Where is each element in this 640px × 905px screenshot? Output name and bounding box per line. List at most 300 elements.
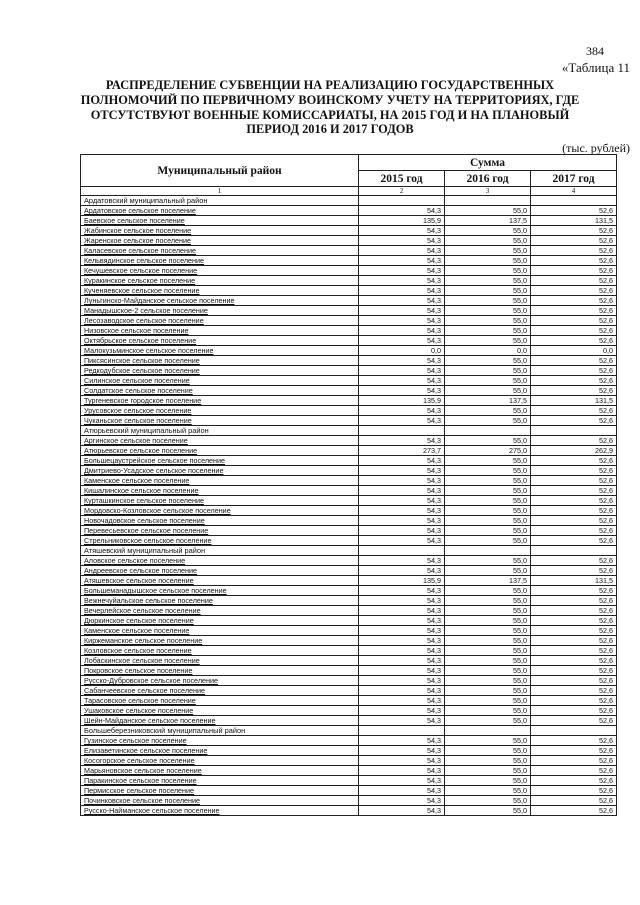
table-row	[81, 236, 617, 246]
table-row	[81, 646, 617, 656]
table-row	[81, 386, 617, 396]
settlement-name-cell: Лесозаводское сельское поселение	[81, 316, 359, 326]
value-2016-cell: 55,0	[445, 306, 531, 316]
value-2015-cell	[359, 426, 445, 436]
units-label: (тыс. рублей)	[562, 141, 630, 155]
value-2017-cell: 52,6	[531, 436, 617, 446]
value-2015-cell: 54,3	[359, 736, 445, 746]
header-year-2017: 2017 год	[531, 171, 617, 187]
settlement-name-cell: Шейн-Майданское сельское поселение	[81, 716, 359, 726]
value-2017-cell: 52,6	[531, 376, 617, 386]
value-2017-cell: 52,6	[531, 476, 617, 486]
settlement-name-cell: Дмитриево-Усадское сельское поселение	[81, 466, 359, 476]
value-2015-cell: 54,3	[359, 456, 445, 466]
value-2016-cell: 55,0	[445, 656, 531, 666]
table-row	[81, 766, 617, 776]
value-2015-cell: 0,0	[359, 346, 445, 356]
value-2017-cell: 52,6	[531, 236, 617, 246]
settlement-name-cell: Кельвядинское сельское поселение	[81, 256, 359, 266]
table-row	[81, 656, 617, 666]
value-2016-cell: 55,0	[445, 356, 531, 366]
settlement-name-cell: Силинское сельское поселение	[81, 376, 359, 386]
value-2016-cell: 55,0	[445, 766, 531, 776]
value-2017-cell	[531, 546, 617, 556]
value-2016-cell: 55,0	[445, 266, 531, 276]
value-2016-cell	[445, 196, 531, 206]
value-2015-cell: 54,3	[359, 296, 445, 306]
settlement-name-cell: Кученяевское сельское поселение	[81, 286, 359, 296]
value-2016-cell: 55,0	[445, 246, 531, 256]
table-row	[81, 696, 617, 706]
district-header-row	[81, 426, 617, 436]
value-2017-cell: 52,6	[531, 416, 617, 426]
value-2016-cell: 55,0	[445, 676, 531, 686]
settlement-name-cell: Жаренское сельское поселение	[81, 236, 359, 246]
table-row	[81, 566, 617, 576]
settlement-name-cell: Киржеманское сельское поселение	[81, 636, 359, 646]
table-row	[81, 286, 617, 296]
value-2015-cell: 54,3	[359, 756, 445, 766]
settlement-name-cell: Курташкинское сельское поселение	[81, 496, 359, 506]
value-2015-cell: 54,3	[359, 676, 445, 686]
table-row	[81, 746, 617, 756]
value-2015-cell: 54,3	[359, 356, 445, 366]
table-row	[81, 516, 617, 526]
value-2016-cell: 0,0	[445, 346, 531, 356]
table-row	[81, 416, 617, 426]
table-row	[81, 346, 617, 356]
settlement-name-cell: Урусовское сельское поселение	[81, 406, 359, 416]
value-2015-cell: 54,3	[359, 606, 445, 616]
value-2017-cell: 0,0	[531, 346, 617, 356]
value-2015-cell	[359, 546, 445, 556]
table-row	[81, 356, 617, 366]
settlement-name-cell: Низовское сельское поселение	[81, 326, 359, 336]
value-2016-cell: 55,0	[445, 566, 531, 576]
value-2016-cell	[445, 546, 531, 556]
value-2015-cell: 54,3	[359, 236, 445, 246]
settlement-name-cell: Сабанчеевское сельское поселение	[81, 686, 359, 696]
title-line: ПОЛНОМОЧИЙ ПО ПЕРВИЧНОМУ ВОИНСКОМУ УЧЕТУ НА ТЕРРИТОРИЯХ, ГДЕ	[80, 92, 580, 107]
value-2016-cell: 55,0	[445, 606, 531, 616]
value-2016-cell: 55,0	[445, 226, 531, 236]
value-2015-cell: 54,3	[359, 266, 445, 276]
value-2017-cell	[531, 726, 617, 736]
table-row	[81, 786, 617, 796]
settlement-name-cell: Аловское сельское поселение	[81, 556, 359, 566]
table-row	[81, 666, 617, 676]
value-2016-cell	[445, 726, 531, 736]
settlement-name-cell: Косогорское сельское поселение	[81, 756, 359, 766]
value-2017-cell: 52,6	[531, 596, 617, 606]
table-row	[81, 316, 617, 326]
table-row	[81, 406, 617, 416]
value-2016-cell: 55,0	[445, 436, 531, 446]
value-2017-cell: 52,6	[531, 796, 617, 806]
value-2017-cell	[531, 426, 617, 436]
table-row	[81, 606, 617, 616]
header-year-2016: 2016 год	[445, 171, 531, 187]
value-2015-cell: 54,3	[359, 226, 445, 236]
value-2015-cell: 54,3	[359, 646, 445, 656]
value-2016-cell: 55,0	[445, 376, 531, 386]
value-2017-cell: 52,6	[531, 746, 617, 756]
settlement-name-cell: Чуканьское сельское поселение	[81, 416, 359, 426]
value-2016-cell: 55,0	[445, 586, 531, 596]
value-2015-cell: 54,3	[359, 656, 445, 666]
table-row	[81, 496, 617, 506]
district-name-cell: Ардатовский муниципальный район	[81, 196, 359, 206]
value-2017-cell: 52,6	[531, 666, 617, 676]
value-2016-cell: 55,0	[445, 686, 531, 696]
subvention-table	[80, 154, 617, 816]
value-2017-cell: 52,6	[531, 686, 617, 696]
value-2017-cell: 52,6	[531, 276, 617, 286]
value-2015-cell: 54,3	[359, 516, 445, 526]
table-row	[81, 736, 617, 746]
column-number: 1	[81, 187, 359, 196]
table-row	[81, 616, 617, 626]
value-2016-cell: 55,0	[445, 536, 531, 546]
district-header-row	[81, 726, 617, 736]
value-2017-cell: 52,6	[531, 366, 617, 376]
settlement-name-cell: Кечушевское сельское поселение	[81, 266, 359, 276]
settlement-name-cell: Русско-Дубровское сельское поселение	[81, 676, 359, 686]
settlement-name-cell: Вечерлейское сельское поселение	[81, 606, 359, 616]
table-row	[81, 586, 617, 596]
value-2017-cell: 52,6	[531, 206, 617, 216]
value-2017-cell: 52,6	[531, 466, 617, 476]
title-line: ПЕРИОД 2016 И 2017 ГОДОВ	[246, 122, 414, 137]
value-2015-cell: 54,3	[359, 766, 445, 776]
value-2017-cell: 52,6	[531, 306, 617, 316]
value-2016-cell: 137,5	[445, 396, 531, 406]
value-2015-cell: 54,3	[359, 316, 445, 326]
settlement-name-cell: Пиксясинское сельское поселение	[81, 356, 359, 366]
settlement-name-cell: Тарасовское сельское поселение	[81, 696, 359, 706]
settlement-name-cell: Луньгинско-Майданское сельское поселение	[81, 296, 359, 306]
value-2015-cell: 54,3	[359, 686, 445, 696]
district-name-cell: Атюрьевский муниципальный район	[81, 426, 359, 436]
table-row	[81, 206, 617, 216]
value-2016-cell: 55,0	[445, 366, 531, 376]
table-row	[81, 376, 617, 386]
settlement-name-cell: Солдатское сельское поселение	[81, 386, 359, 396]
table-row	[81, 626, 617, 636]
value-2016-cell: 55,0	[445, 486, 531, 496]
settlement-name-cell: Мордовско-Козловское сельское поселение	[81, 506, 359, 516]
value-2017-cell: 52,6	[531, 626, 617, 636]
value-2017-cell: 52,6	[531, 756, 617, 766]
value-2017-cell: 52,6	[531, 786, 617, 796]
table-row	[81, 756, 617, 766]
value-2017-cell: 52,6	[531, 406, 617, 416]
table-row	[81, 396, 617, 406]
value-2015-cell: 54,3	[359, 626, 445, 636]
value-2017-cell: 52,6	[531, 516, 617, 526]
value-2015-cell: 273,7	[359, 446, 445, 456]
value-2016-cell: 55,0	[445, 736, 531, 746]
value-2017-cell: 52,6	[531, 486, 617, 496]
settlement-name-cell: Баевское сельское поселение	[81, 216, 359, 226]
settlement-name-cell: Ардатовское сельское поселение	[81, 206, 359, 216]
value-2015-cell: 54,3	[359, 796, 445, 806]
table-row	[81, 536, 617, 546]
value-2016-cell: 55,0	[445, 756, 531, 766]
value-2015-cell: 54,3	[359, 556, 445, 566]
value-2016-cell: 55,0	[445, 596, 531, 606]
value-2016-cell: 55,0	[445, 286, 531, 296]
value-2015-cell: 54,3	[359, 566, 445, 576]
value-2016-cell: 55,0	[445, 276, 531, 286]
value-2016-cell: 55,0	[445, 626, 531, 636]
settlement-name-cell: Атяшевское сельское поселение	[81, 576, 359, 586]
value-2017-cell: 52,6	[531, 536, 617, 546]
header-year-2015: 2015 год	[359, 171, 445, 187]
column-number: 4	[531, 187, 617, 196]
value-2016-cell: 55,0	[445, 636, 531, 646]
value-2015-cell: 54,3	[359, 786, 445, 796]
table-row	[81, 326, 617, 336]
table-row	[81, 596, 617, 606]
table-row	[81, 506, 617, 516]
value-2015-cell: 54,3	[359, 406, 445, 416]
document-title	[70, 78, 590, 137]
settlement-name-cell: Большецаустрейское сельское поселение	[81, 456, 359, 466]
value-2016-cell: 55,0	[445, 466, 531, 476]
value-2015-cell: 54,3	[359, 326, 445, 336]
table-row	[81, 256, 617, 266]
settlement-name-cell: Лобаскинское сельское поселение	[81, 656, 359, 666]
title-line: РАСПРЕДЕЛЕНИЕ СУБВЕНЦИИ НА РЕАЛИЗАЦИЮ ГОСУДАРСТВЕННЫХ	[105, 78, 555, 92]
value-2017-cell: 52,6	[531, 736, 617, 746]
value-2017-cell: 52,6	[531, 266, 617, 276]
value-2015-cell: 54,3	[359, 276, 445, 286]
table-label: «Таблица 11	[561, 60, 630, 75]
value-2016-cell: 137,5	[445, 576, 531, 586]
table-row	[81, 676, 617, 686]
value-2016-cell: 55,0	[445, 456, 531, 466]
value-2015-cell: 54,3	[359, 706, 445, 716]
table-row	[81, 276, 617, 286]
value-2017-cell: 52,6	[531, 766, 617, 776]
value-2015-cell: 54,3	[359, 536, 445, 546]
table-row	[81, 716, 617, 726]
settlement-name-cell: Большеманадышское сельское поселение	[81, 586, 359, 596]
table-row	[81, 526, 617, 536]
table-row	[81, 226, 617, 236]
value-2015-cell: 54,3	[359, 466, 445, 476]
settlement-name-cell: Каменское сельское поселение	[81, 476, 359, 486]
value-2017-cell: 52,6	[531, 556, 617, 566]
column-number: 3	[445, 187, 531, 196]
district-name-cell: Большеберезниковский муниципальный район	[81, 726, 359, 736]
table-body	[81, 196, 617, 816]
value-2016-cell: 55,0	[445, 326, 531, 336]
table-row	[81, 266, 617, 276]
settlement-name-cell: Дюркинское сельское поселение	[81, 616, 359, 626]
settlement-name-cell: Манадышское-2 сельское поселение	[81, 306, 359, 316]
value-2017-cell: 52,6	[531, 246, 617, 256]
settlement-name-cell: Редкодубское сельское поселение	[81, 366, 359, 376]
value-2016-cell: 55,0	[445, 776, 531, 786]
settlement-name-cell: Тургеневское городское поселение	[81, 396, 359, 406]
value-2016-cell: 55,0	[445, 206, 531, 216]
table-row	[81, 246, 617, 256]
value-2017-cell: 52,6	[531, 386, 617, 396]
settlement-name-cell: Малокузьминское сельское поселение	[81, 346, 359, 356]
value-2016-cell: 55,0	[445, 296, 531, 306]
value-2017-cell: 52,6	[531, 676, 617, 686]
value-2017-cell: 52,6	[531, 696, 617, 706]
value-2015-cell: 54,3	[359, 806, 445, 816]
settlement-name-cell: Козловское сельское поселение	[81, 646, 359, 656]
value-2016-cell: 55,0	[445, 516, 531, 526]
table-row	[81, 446, 617, 456]
table-row	[81, 576, 617, 586]
value-2016-cell: 55,0	[445, 556, 531, 566]
value-2016-cell: 55,0	[445, 526, 531, 536]
column-number: 2	[359, 187, 445, 196]
settlement-name-cell: Елизаветинское сельское поселение	[81, 746, 359, 756]
table-row	[81, 556, 617, 566]
value-2017-cell: 52,6	[531, 616, 617, 626]
district-header-row	[81, 546, 617, 556]
value-2017-cell: 262,9	[531, 446, 617, 456]
settlement-name-cell: Каменское сельское поселение	[81, 626, 359, 636]
table-row	[81, 436, 617, 446]
value-2015-cell: 135,9	[359, 396, 445, 406]
value-2017-cell: 52,6	[531, 356, 617, 366]
value-2015-cell: 54,3	[359, 666, 445, 676]
value-2016-cell: 55,0	[445, 476, 531, 486]
value-2015-cell: 54,3	[359, 476, 445, 486]
table-row	[81, 776, 617, 786]
value-2017-cell: 52,6	[531, 286, 617, 296]
table-row	[81, 686, 617, 696]
value-2015-cell: 54,3	[359, 636, 445, 646]
value-2017-cell: 52,6	[531, 506, 617, 516]
table-row	[81, 636, 617, 646]
value-2015-cell: 54,3	[359, 336, 445, 346]
value-2017-cell: 52,6	[531, 336, 617, 346]
table-row	[81, 706, 617, 716]
settlement-name-cell: Пермисское сельское поселение	[81, 786, 359, 796]
value-2016-cell: 55,0	[445, 336, 531, 346]
value-2017-cell: 52,6	[531, 716, 617, 726]
value-2016-cell: 55,0	[445, 796, 531, 806]
settlement-name-cell: Жабинское сельское поселение	[81, 226, 359, 236]
value-2017-cell	[531, 196, 617, 206]
page-number: 384	[586, 44, 604, 58]
table-row	[81, 476, 617, 486]
value-2016-cell: 55,0	[445, 496, 531, 506]
value-2015-cell: 54,3	[359, 416, 445, 426]
title-line: ОТСУТСТВУЮТ ВОЕННЫЕ КОМИССАРИАТЫ, НА 2015 ГОД И НА ПЛАНОВЫЙ	[90, 107, 570, 122]
value-2017-cell: 52,6	[531, 806, 617, 816]
header-sum: Сумма	[359, 155, 617, 171]
value-2017-cell: 52,6	[531, 586, 617, 596]
settlement-name-cell: Перевесьевское сельское поселение	[81, 526, 359, 536]
settlement-name-cell: Гузинское сельское поселение	[81, 736, 359, 746]
value-2017-cell: 52,6	[531, 326, 617, 336]
table-row	[81, 806, 617, 816]
value-2016-cell: 55,0	[445, 716, 531, 726]
table-row	[81, 456, 617, 466]
value-2017-cell: 52,6	[531, 456, 617, 466]
value-2017-cell: 52,6	[531, 226, 617, 236]
value-2017-cell: 52,6	[531, 566, 617, 576]
value-2016-cell: 55,0	[445, 616, 531, 626]
value-2015-cell: 54,3	[359, 286, 445, 296]
value-2015-cell: 54,3	[359, 596, 445, 606]
value-2015-cell: 54,3	[359, 776, 445, 786]
table-row	[81, 336, 617, 346]
value-2017-cell: 52,6	[531, 496, 617, 506]
value-2015-cell	[359, 726, 445, 736]
district-header-row	[81, 196, 617, 206]
value-2016-cell: 55,0	[445, 236, 531, 246]
value-2015-cell: 54,3	[359, 256, 445, 266]
value-2016-cell: 275,0	[445, 446, 531, 456]
settlement-name-cell: Андреевское сельское поселение	[81, 566, 359, 576]
value-2015-cell: 54,3	[359, 486, 445, 496]
table-row	[81, 216, 617, 226]
value-2016-cell: 55,0	[445, 806, 531, 816]
settlement-name-cell: Куракинское сельское поселение	[81, 276, 359, 286]
value-2015-cell: 54,3	[359, 506, 445, 516]
table-row	[81, 366, 617, 376]
value-2017-cell: 131,5	[531, 216, 617, 226]
settlement-name-cell: Атюрьевское сельское поселение	[81, 446, 359, 456]
value-2015-cell	[359, 196, 445, 206]
settlement-name-cell: Ушаковское сельское поселение	[81, 706, 359, 716]
value-2017-cell: 52,6	[531, 636, 617, 646]
settlement-name-cell: Покровское сельское поселение	[81, 666, 359, 676]
settlement-name-cell: Аргинское сельское поселение	[81, 436, 359, 446]
value-2015-cell: 54,3	[359, 496, 445, 506]
value-2016-cell	[445, 426, 531, 436]
table-row	[81, 796, 617, 806]
value-2016-cell: 55,0	[445, 316, 531, 326]
value-2017-cell: 52,6	[531, 706, 617, 716]
table-row	[81, 306, 617, 316]
value-2017-cell: 52,6	[531, 526, 617, 536]
value-2016-cell: 55,0	[445, 506, 531, 516]
value-2015-cell: 54,3	[359, 246, 445, 256]
value-2015-cell: 54,3	[359, 366, 445, 376]
value-2017-cell: 52,6	[531, 256, 617, 266]
settlement-name-cell: Паракинское сельское поселение	[81, 776, 359, 786]
value-2016-cell: 55,0	[445, 696, 531, 706]
value-2015-cell: 54,3	[359, 526, 445, 536]
value-2017-cell: 52,6	[531, 656, 617, 666]
value-2015-cell: 54,3	[359, 386, 445, 396]
value-2015-cell: 54,3	[359, 696, 445, 706]
table-row	[81, 296, 617, 306]
settlement-name-cell: Кишалинское сельское поселение	[81, 486, 359, 496]
value-2015-cell: 54,3	[359, 586, 445, 596]
district-name-cell: Атяшевский муниципальный район	[81, 546, 359, 556]
settlement-name-cell: Русско-Найманское сельское поселение	[81, 806, 359, 816]
value-2017-cell: 52,6	[531, 776, 617, 786]
value-2016-cell: 55,0	[445, 416, 531, 426]
value-2016-cell: 55,0	[445, 666, 531, 676]
header-municipal-district: Муниципальный район	[81, 155, 359, 187]
value-2017-cell: 131,5	[531, 396, 617, 406]
settlement-name-cell: Октябрьское сельское поселение	[81, 336, 359, 346]
settlement-name-cell: Новочадовское сельское поселение	[81, 516, 359, 526]
